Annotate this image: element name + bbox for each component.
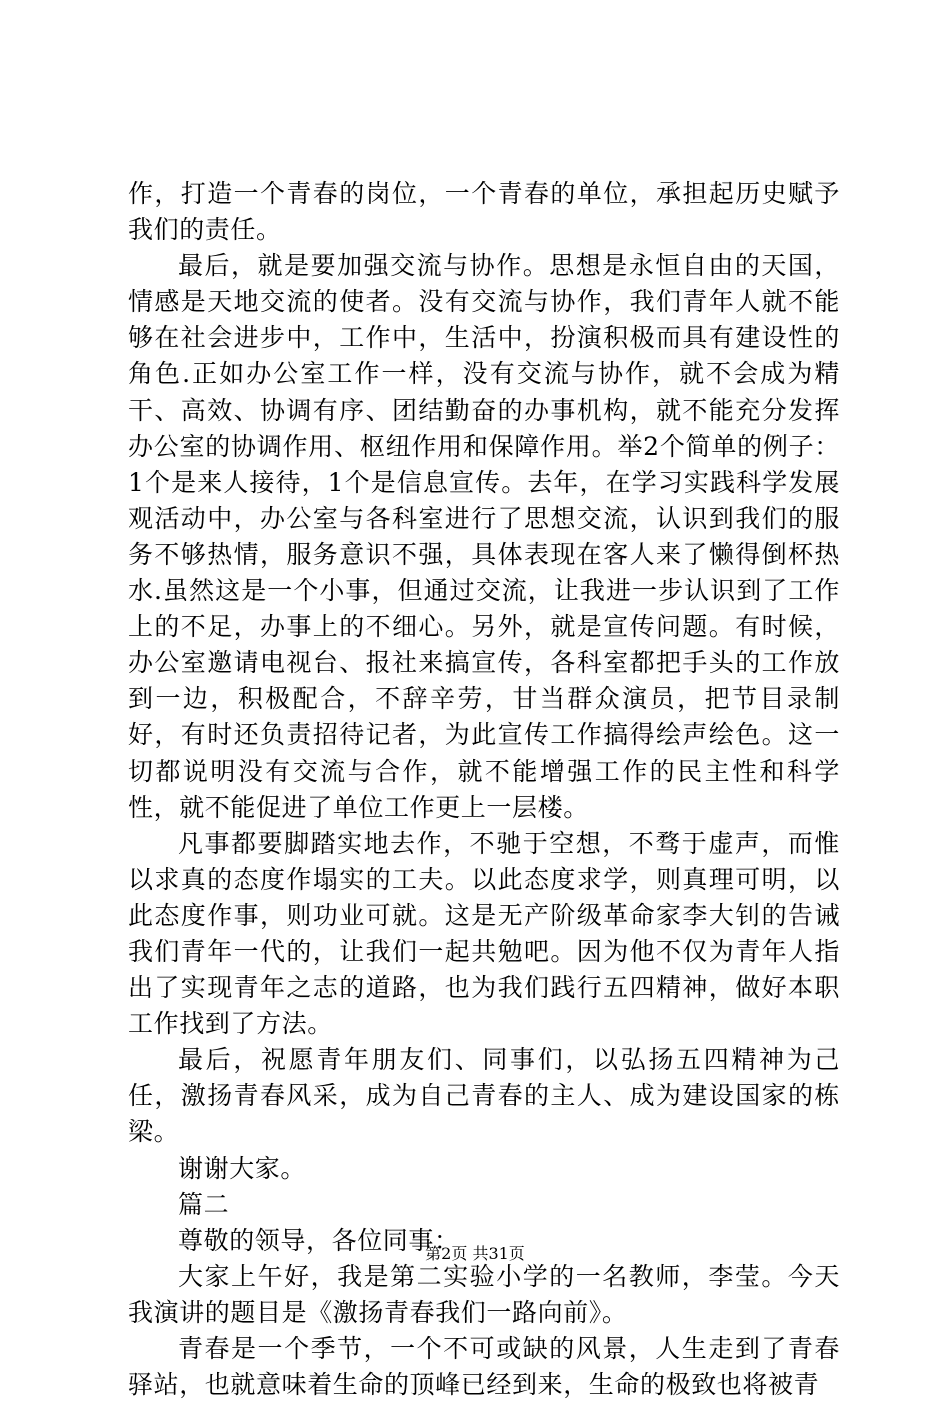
paragraph-3: 凡事都要脚踏实地去作，不驰于空想，不骛于虚声，而惟以求真的态度作塌实的工夫。以此态度求学，则真理可明，以此态度作事，则功业可就。这是无产阶级革命家李大钊的告诫我们青年一代的，让我们一起共勉吧。因为他不仅为青年人指出了实现青年之志的道路，也为我们践行五四精神，做好本职工作找到了方法。 [128,828,840,1039]
paragraph-1: 作，打造一个青春的岗位，一个青春的单位，承担起历史赋予我们的责任。 [128,179,840,245]
paragraph-5: 谢谢大家。 [178,1153,307,1183]
paragraph-2: 最后，就是要加强交流与协作。思想是永恒自由的天国，情感是天地交流的使者。没有交流与协作，我们青年人就不能够在社会进步中，工作中，生活中，扮演积极而具有建设性的角色.正如办公室工作一样，没有交流与协作，就不会成为精干、高效、协调有序、团结勤奋的办事机构，就不能充分发挥办公室的协调作用、枢纽作用和保障作用。举2个简单的例子：1个是来人接待，1个是信息宣传。去年，在学习实践科学发展观活动中，办公室与各科室进行了思想交流，认识到我们的服务不够热情，服务意识不强，具体表现在客人来了懒得倒杯热水.虽然这是一个小事，但通过交流，让我进一步认识到了工作上的不足，办事上的不细心。另外，就是宣传问题。有时候，办公室邀请电视台、报社来搞宣传，各科室都把手头的工作放到一边，积极配合，不辞辛劳，甘当群众演员，把节目录制好，有时还负责招待记者，为此宣传工作搞得绘声绘色。这一切都说明没有交流与合作，就不能增强工作的民主性和科学性，就不能促进了单位工作更上一层楼。 [128,251,840,822]
paragraph-4: 最后，祝愿青年朋友们、同事们，以弘扬五四精神为己任，激扬青春风采，成为自己青春的主人、成为建设国家的栋梁。 [128,1045,840,1147]
page-footer: 第2页 共31页 [425,1244,525,1263]
document-body [128,176,840,1403]
paragraph-9: 青春是一个季节，一个不可或缺的风景，人生走到了青春驿站，也就意味着生命的顶峰已经到来，生命的极致也将被青 [128,1334,840,1400]
salutation: 尊敬的领导，各位同事： [178,1225,460,1255]
section-heading: 篇二 [178,1189,230,1219]
paragraph-8: 大家上午好，我是第二实验小学的一名教师，李莹。今天我演讲的题目是《激扬青春我们一路向前》。 [128,1261,840,1327]
